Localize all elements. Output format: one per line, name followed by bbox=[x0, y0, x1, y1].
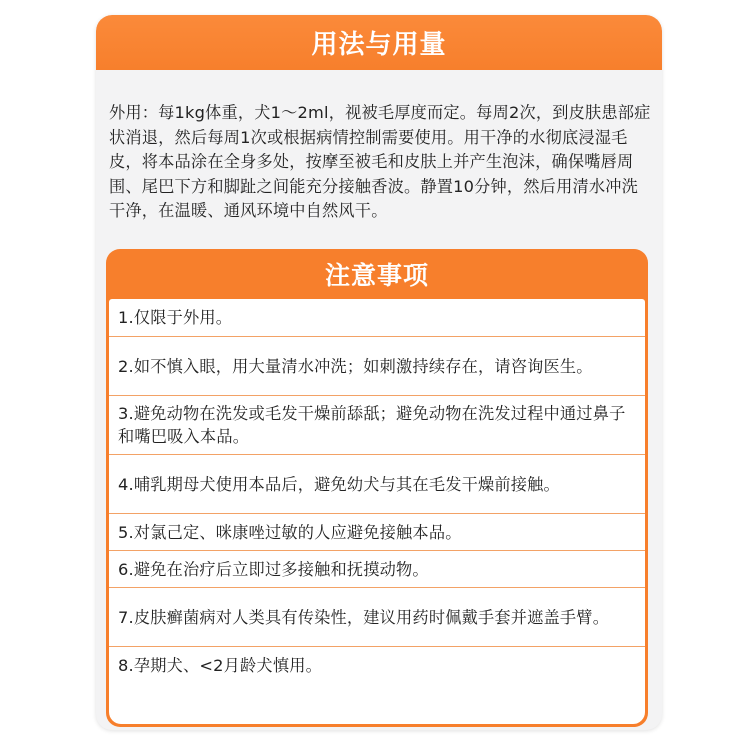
precautions-panel bbox=[106, 249, 648, 727]
precaution-item bbox=[109, 588, 645, 647]
usage-instructions-text: 外用：每1kg体重，犬1～2ml，视被毛厚度而定。每周2次，到皮肤患部症状消退，然后每周1次或根据病情控制需要使用。用干净的水彻底浸湿毛皮，将本品涂在全身多处，按摩至被毛和皮肤上并产生泡沫，确保嘴唇周围、尾巴下方和脚趾之间能充分接触香波。静置10分钟，然后用清水冲洗干净，在温暖、通风环境中自然风干。 bbox=[109, 103, 651, 220]
precaution-item-text: 8.孕期犬、<2月龄犬慎用。 bbox=[118, 656, 322, 675]
precaution-item-text: 3.避免动物在洗发或毛发干燥前舔舐；避免动物在洗发过程中通过鼻子和嘴巴吸入本品。 bbox=[118, 404, 626, 446]
precaution-item bbox=[109, 299, 645, 337]
product-info-card bbox=[96, 15, 662, 730]
precaution-item-text: 4.哺乳期母犬使用本品后，避免幼犬与其在毛发干燥前接触。 bbox=[118, 474, 560, 494]
precaution-item bbox=[109, 396, 645, 455]
precautions-list bbox=[109, 299, 645, 724]
precautions-header bbox=[109, 249, 645, 299]
precaution-item-text: 5.对氯己定、咪康唑过敏的人应避免接触本品。 bbox=[118, 522, 462, 542]
usage-section-header bbox=[96, 15, 662, 70]
precaution-item-text: 2.如不慎入眼，用大量清水冲洗；如刺激持续存在，请咨询医生。 bbox=[118, 356, 593, 376]
precaution-item bbox=[109, 455, 645, 514]
precautions-title: 注意事项 bbox=[324, 261, 429, 290]
precaution-item-text: 6.避免在治疗后立即过多接触和抚摸动物。 bbox=[118, 559, 429, 579]
precaution-item bbox=[109, 514, 645, 551]
usage-section-title: 用法与用量 bbox=[311, 30, 447, 60]
precaution-item-text: 1.仅限于外用。 bbox=[118, 308, 233, 327]
precaution-item bbox=[109, 647, 645, 684]
precaution-item bbox=[109, 337, 645, 396]
precaution-item bbox=[109, 551, 645, 588]
precaution-item-text: 7.皮肤癣菌病对人类具有传染性，建议用药时佩戴手套并遮盖手臂。 bbox=[118, 607, 610, 627]
